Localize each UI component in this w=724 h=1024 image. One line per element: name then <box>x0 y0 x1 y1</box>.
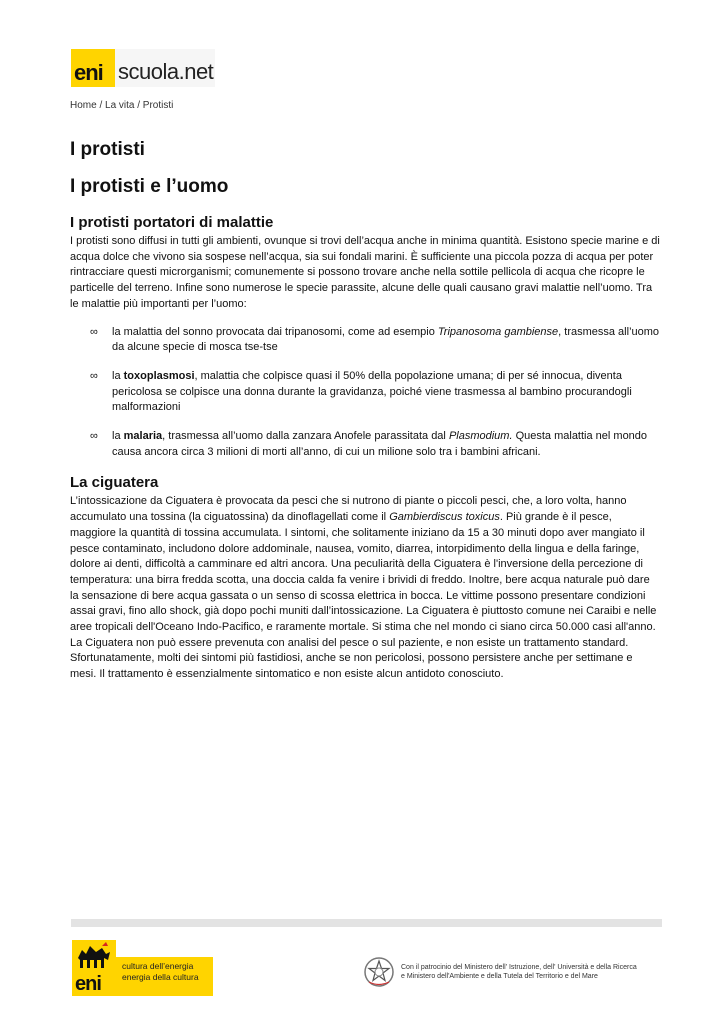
item-bold: malaria <box>123 430 163 443</box>
item-text: la <box>112 369 124 382</box>
item-italic: Plasmodium. <box>448 430 513 443</box>
paragraph-italic: Gambierdiscus toxicus <box>389 511 500 524</box>
section-heading-ciguatera: La ciguatera <box>70 474 159 492</box>
list-item <box>70 325 660 356</box>
eni-logo-text: eni <box>74 60 103 85</box>
footer-eni-text: eni <box>75 973 101 995</box>
footer-divider <box>71 919 662 927</box>
bullet-icon: ∞ <box>90 430 98 443</box>
disease-list <box>70 325 660 461</box>
breadcrumb[interactable]: Home / La vita / Protisti <box>70 100 174 111</box>
item-italic: Tripanosoma gambiense <box>437 325 559 338</box>
bullet-icon: ∞ <box>90 369 98 382</box>
list-item <box>70 429 660 460</box>
eni-logo-box <box>71 49 115 87</box>
site-logo[interactable] <box>71 49 215 87</box>
list-item <box>70 369 660 416</box>
site-name-text: scuola.net <box>118 59 214 84</box>
item-text: , trasmessa all’uomo da alcune specie di mosca tse-tse <box>112 325 660 354</box>
page-subtitle: I protisti e l’uomo <box>70 176 229 197</box>
ciguatera-paragraph <box>70 494 660 682</box>
article <box>70 138 660 683</box>
bullet-icon: ∞ <box>90 325 98 338</box>
paragraph-text: . Più grande è il pesce, maggiore la quantità di tossina accumulata. I sintomi, che solitamente iniziano da 15 a 30 minuti dopo aver mangiato il pesce contaminato, includono dolore addominale, nausea, vomito, diarrea, intorpidimento della lingua e della faringe, dolore ai denti, difficoltà a camminare ed altri ancora. Una peculiarità della Ciguatera è l'inversione della percezione di temperatura: una birra fredda scotta, una doccia calda fa venire i brividi di freddo. Inoltre, bere acqua naturale può dare la sensazione di bere acqua gassata o un senso di scossa elettrica in bocca. Le vittime possono presentare condizioni assai gravi, fino allo shock, già dopo pochi muniti dall’intossicazione. La Ciguatera è piuttosto comune nei Caraibi e nelle aree tropicali dell'Oceano Indo-Pacifico, e raramente mortale. Si stima che nel mondo ci siano circa 50.000 casi all'anno. La Ciguatera non può essere prevenuta con analisi del pesce o sul paziente, e non esiste un trattamento standard. Sfortunatamente, molti dei sintomi più fastidiosi, anche se non pericolosi, possono persistere anche per settimane e mesi. Il trattamento è essenzialmente sintomatico e non esiste alcun antidoto conosciuto. <box>70 511 657 681</box>
item-text: , trasmessa all’uomo dalla zanzara Anofele parassitata dal <box>162 430 449 443</box>
tagline-line-1: cultura dell’energia <box>122 961 194 971</box>
item-text: la <box>112 430 124 443</box>
footer-eni-logo[interactable] <box>72 940 213 996</box>
item-bold: toxoplasmosi <box>123 369 195 382</box>
patronage-line-2: e Ministero dell'Ambiente e della Tutela del Territorio e del Mare <box>401 973 598 980</box>
paragraph-text: L’intossicazione da Ciguatera è provocata da pesci che si nutrono di piante o piccoli pesci, che, a loro volta, hanno accumulato una tossina (la ciguatossina) da dinoflagellati come il <box>70 495 627 524</box>
italian-republic-emblem-icon <box>363 956 395 988</box>
page-title: I protisti <box>70 139 145 160</box>
section-heading-diseases: I protisti portatori di malattie <box>70 214 274 231</box>
item-text: , malattia che colpisce quasi il 50% della popolazione umana; di per sé innocua, diventa pericolosa se colpisce una donna durante la gravidanza, poiché viene trasmessa al bambino procurandogli malformazioni <box>112 369 632 414</box>
eni-dog-logo <box>72 940 116 996</box>
site-name-box <box>115 49 215 87</box>
patronage-text <box>401 963 671 981</box>
tagline-line-2: energia della cultura <box>122 972 199 982</box>
patronage-line-1: Con il patrocinio del Ministero dell' Istruzione, dell' Università e della Ricerca <box>401 964 637 971</box>
item-text: Questa malattia nel mondo causa ancora circa 3 milioni di morti all’anno, di cui un milione solo tra i bambini africani. <box>112 430 648 458</box>
footer-tagline <box>116 957 213 996</box>
section-intro: I protisti sono diffusi in tutti gli ambienti, ovunque si trovi dell’acqua anche in minima quantità. Esistono specie marine e di acqua dolce che vivono sia sospese nell’acqua, sia sui fondali marini. È sufficiente una piccola pozza di acqua per poter rintracciare questi microrganismi; comunemente si possono trovare anche nella sottile pellicola di acqua che ricopre le particelle del terreno. Infine sono numerose le specie parassite, alcune delle quali causano gravi malattie nell’uomo. Tra le malattie più importanti per l’uomo: <box>70 235 660 310</box>
item-text: la malattia del sonno provocata dai tripanosomi, come ad esempio <box>112 325 438 338</box>
